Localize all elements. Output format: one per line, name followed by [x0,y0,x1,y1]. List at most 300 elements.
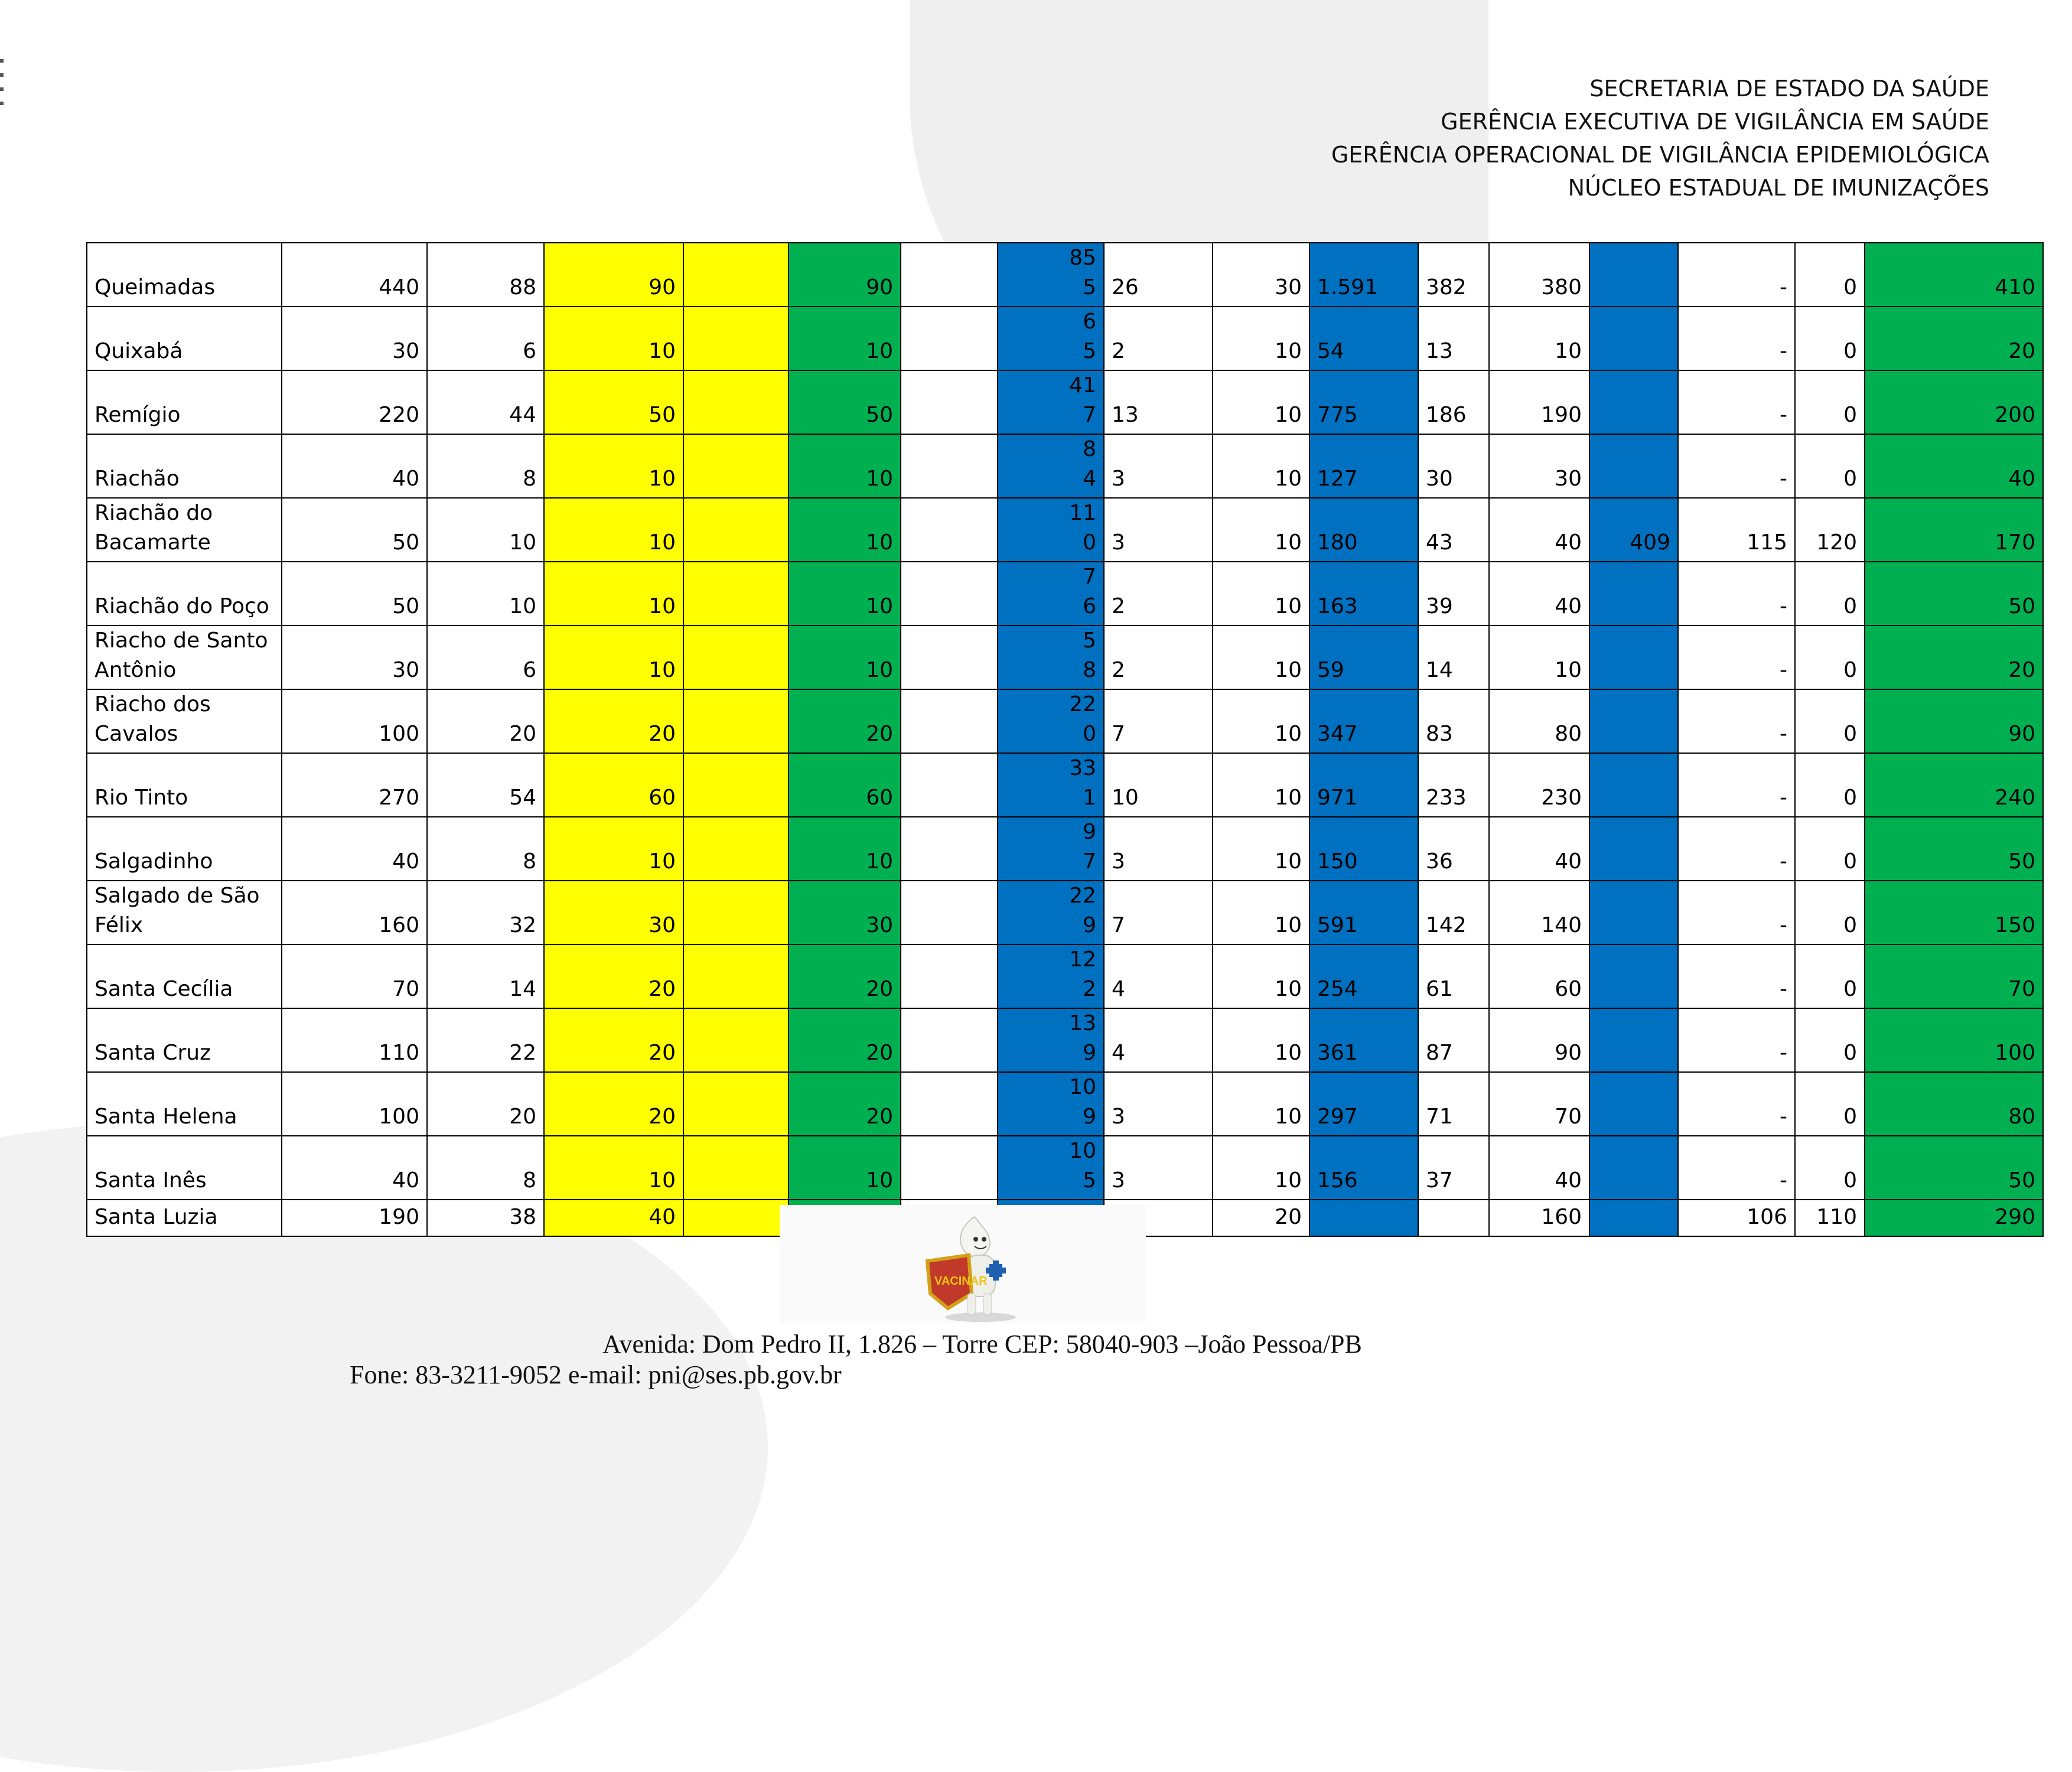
table-cell: 20 [789,689,901,753]
table-cell: 10 [789,626,901,689]
municipality-name: Riachão do Bacamarte [87,498,282,562]
table-cell: 10 [789,1136,901,1200]
table-cell [683,370,789,434]
cell-value-top: 8 [1083,437,1096,461]
table-row [87,243,2043,307]
table-cell: 50 [789,370,901,434]
table-cell: 10 [1213,753,1309,817]
table-cell: 3 [1104,498,1213,562]
table-cell: 140 [1489,881,1589,944]
table-cell: 20 [1865,626,2043,689]
vaccination-table [86,242,2044,1237]
table-cell [901,307,998,370]
table-cell: 0 [1795,243,1865,307]
table-cell: 110 [1795,1200,1865,1236]
table-cell-split [998,1008,1104,1072]
table-row [87,817,2043,881]
footer-address: Avenida: Dom Pedro II, 1.826 – Torre CEP: 58040-903 –João Pessoa/PB [602,1330,1362,1359]
table-cell: 0 [1795,689,1865,753]
table-cell: 20 [789,1072,901,1136]
table-cell: 22 [427,1008,544,1072]
table-cell: 115 [1678,498,1795,562]
mascot-area [780,1205,1146,1323]
table-cell-split [998,881,1104,944]
table-cell: 382 [1418,243,1489,307]
table-cell: 10 [544,307,683,370]
cell-value-bottom: 7 [1083,403,1096,427]
table-cell: 10 [1213,498,1309,562]
table-cell: - [1678,944,1795,1008]
table-cell: 971 [1309,753,1418,817]
table-cell: 32 [427,881,544,944]
table-cell [901,243,998,307]
table-cell: 10 [1213,1008,1309,1072]
table-cell: 0 [1795,817,1865,881]
table-cell: - [1678,562,1795,626]
table-cell: 127 [1309,434,1418,498]
table-cell: 230 [1489,753,1589,817]
table-cell: - [1678,689,1795,753]
table-cell-split [998,1136,1104,1200]
table-cell: 59 [1309,626,1418,689]
table-cell-split [998,370,1104,434]
table-cell: 10 [544,434,683,498]
table-cell: 54 [1309,307,1418,370]
table-cell: 50 [282,562,427,626]
table-cell: 0 [1795,307,1865,370]
table-row [87,881,2043,944]
table-cell: 10 [1104,753,1213,817]
table-cell [1589,1136,1678,1200]
table-cell [1589,626,1678,689]
table-cell: 6 [427,307,544,370]
table-cell: 20 [544,1072,683,1136]
cell-value-bottom: 0 [1083,530,1096,555]
table-cell: 150 [1865,881,2043,944]
table-cell: 10 [1213,689,1309,753]
cell-value-bottom: 8 [1083,658,1096,682]
table-cell: 4 [1104,1008,1213,1072]
table-cell: 40 [544,1200,683,1236]
table-cell: 10 [1213,434,1309,498]
table-cell: 110 [282,1008,427,1072]
cell-value-top: 11 [1069,501,1096,525]
table-cell: 0 [1795,1008,1865,1072]
table-cell: 100 [282,689,427,753]
table-cell: 10 [789,434,901,498]
cell-value-bottom: 9 [1083,1105,1096,1129]
cell-value-top: 6 [1083,310,1096,334]
table-cell: - [1678,817,1795,881]
table-row [87,370,2043,434]
table-cell: 20 [544,944,683,1008]
table-cell: 409 [1589,498,1678,562]
table-cell: 10 [427,498,544,562]
table-cell: 10 [1213,562,1309,626]
table-cell: 88 [427,243,544,307]
table-cell: 20 [544,689,683,753]
table-row [87,1008,2043,1072]
table-cell: 10 [1213,370,1309,434]
table-cell: 60 [789,753,901,817]
table-row [87,498,2043,562]
cell-value-bottom: 4 [1083,467,1096,491]
table-cell: 347 [1309,689,1418,753]
table-cell: 43 [1418,498,1489,562]
cell-value-top: 22 [1069,692,1096,716]
cell-value-bottom: 9 [1083,1041,1096,1065]
table-cell [683,626,789,689]
table-cell [1589,1072,1678,1136]
vaccination-mascot-icon [780,1205,1146,1323]
table-cell [901,817,998,881]
table-cell: - [1678,307,1795,370]
table-cell [901,562,998,626]
table-cell: 20 [789,1008,901,1072]
table-cell: 163 [1309,562,1418,626]
cell-value-bottom: 0 [1083,722,1096,746]
table-cell: 37 [1418,1136,1489,1200]
municipality-name: Riachão [87,434,282,498]
table-cell: 60 [1489,944,1589,1008]
table-cell: 100 [1865,1008,2043,1072]
table-cell [901,944,998,1008]
table-cell [1418,1200,1489,1236]
table-cell: 10 [1489,307,1589,370]
table-cell: 0 [1795,562,1865,626]
table-cell: 71 [1418,1072,1489,1136]
table-cell [1589,944,1678,1008]
table-cell-split [998,944,1104,1008]
table-cell: 14 [427,944,544,1008]
table-cell: 10 [1213,1136,1309,1200]
table-cell: 90 [1489,1008,1589,1072]
table-cell [683,689,789,753]
table-cell: - [1678,881,1795,944]
table-cell: 30 [282,307,427,370]
table-cell: 7 [1104,881,1213,944]
table-cell: 70 [1489,1072,1589,1136]
table-cell: - [1678,434,1795,498]
footer-contact: Fone: 83-3211-9052 e-mail: pni@ses.pb.gov.br [350,1360,842,1389]
cell-value-bottom: 5 [1083,275,1096,299]
table-cell: - [1678,370,1795,434]
table-cell: 10 [789,562,901,626]
table-cell: 30 [1489,434,1589,498]
table-cell: 170 [1865,498,2043,562]
table-cell: 297 [1309,1072,1418,1136]
table-cell: 30 [1418,434,1489,498]
table-cell: 10 [1213,944,1309,1008]
municipality-name: Santa Cruz [87,1008,282,1072]
table-cell: 156 [1309,1136,1418,1200]
table-row [87,307,2043,370]
table-cell: 186 [1418,370,1489,434]
table-cell: 290 [1865,1200,2043,1236]
table-cell: 160 [1489,1200,1589,1236]
header-line: NÚCLEO ESTADUAL DE IMUNIZAÇÕES [1568,175,1989,201]
table-cell: 3 [1104,434,1213,498]
cell-value-bottom: 7 [1083,849,1096,874]
table-cell: 40 [282,1136,427,1200]
table-cell: 1.591 [1309,243,1418,307]
table-cell [1589,562,1678,626]
table-cell-split [998,817,1104,881]
table-cell: 3 [1104,1136,1213,1200]
table-cell [1589,1200,1678,1236]
table-cell: 70 [1865,944,2043,1008]
table-cell: 591 [1309,881,1418,944]
table-cell: - [1678,243,1795,307]
municipality-name: Santa Cecília [87,944,282,1008]
table-cell: 160 [282,881,427,944]
cell-value-bottom: 5 [1083,1168,1096,1193]
table-cell-split [998,562,1104,626]
cell-value-bottom: 6 [1083,594,1096,618]
table-cell: 410 [1865,243,2043,307]
table-cell [683,243,789,307]
table-cell: 20 [1865,307,2043,370]
table-row [87,944,2043,1008]
table-row [87,753,2043,817]
table-cell: 10 [789,817,901,881]
cell-value-top: 33 [1069,756,1096,780]
table-cell: 50 [544,370,683,434]
municipality-name: Remígio [87,370,282,434]
table-cell-split [998,434,1104,498]
table-cell: 10 [1213,817,1309,881]
table-cell: 0 [1795,1136,1865,1200]
table-cell: 190 [282,1200,427,1236]
table-cell: 83 [1418,689,1489,753]
table-cell: 10 [789,498,901,562]
table-cell: 38 [427,1200,544,1236]
table-cell: 20 [427,689,544,753]
table-cell: 54 [427,753,544,817]
table-cell [683,1136,789,1200]
municipality-name: Santa Helena [87,1072,282,1136]
table-cell [901,498,998,562]
table-cell: 80 [1865,1072,2043,1136]
table-cell: - [1678,626,1795,689]
table-cell: 90 [1865,689,2043,753]
municipality-name: Rio Tinto [87,753,282,817]
table-cell [1589,434,1678,498]
municipality-name: Riacho de Santo Antônio [87,626,282,689]
cell-value-bottom: 1 [1083,786,1096,810]
table-cell: 90 [544,243,683,307]
municipality-name: Quixabá [87,307,282,370]
table-cell: 7 [1104,689,1213,753]
municipality-name: Salgadinho [87,817,282,881]
table-cell [683,753,789,817]
document-header [1331,72,1989,204]
cell-value-top: 5 [1083,628,1096,653]
table-cell [901,434,998,498]
table-cell: 10 [544,626,683,689]
table-cell: 30 [282,626,427,689]
table-cell [683,1072,789,1136]
table-cell [901,689,998,753]
table-cell-split [998,753,1104,817]
table-cell: 10 [1213,307,1309,370]
table-cell [1589,817,1678,881]
table-cell: 270 [282,753,427,817]
table-cell: 10 [544,562,683,626]
table-cell: 775 [1309,370,1418,434]
table-cell: 361 [1309,1008,1418,1072]
table-cell: 200 [1865,370,2043,434]
table-cell: 3 [1104,817,1213,881]
table-cell [683,817,789,881]
table-cell [683,944,789,1008]
table-cell: - [1678,1008,1795,1072]
municipality-name: Riacho dos Cavalos [87,689,282,753]
table-cell: 100 [282,1072,427,1136]
table-cell: 87 [1418,1008,1489,1072]
cell-value-top: 41 [1069,373,1096,398]
table-cell: 61 [1418,944,1489,1008]
cell-value-top: 22 [1069,884,1096,908]
cell-value-top: 10 [1069,1075,1096,1099]
table-cell: 10 [1213,626,1309,689]
table-cell: 44 [427,370,544,434]
table-cell: 190 [1489,370,1589,434]
table-cell: - [1678,753,1795,817]
table-cell: 14 [1418,626,1489,689]
table-cell: - [1678,1136,1795,1200]
municipality-name: Salgado de São Félix [87,881,282,944]
table-cell: 10 [544,817,683,881]
table-cell [901,370,998,434]
table-row [87,434,2043,498]
table-cell: 0 [1795,434,1865,498]
municipality-name: Santa Luzia [87,1200,282,1236]
table-cell: 50 [282,498,427,562]
table-cell-split [998,689,1104,753]
cell-value-bottom: 5 [1083,339,1096,363]
table-row [87,626,2043,689]
table-cell: 8 [427,434,544,498]
cell-value-top: 10 [1069,1139,1096,1163]
table-cell [1589,243,1678,307]
table-cell: 4 [1104,944,1213,1008]
margin-marks [0,59,5,142]
table-cell: 40 [282,434,427,498]
table-cell [683,307,789,370]
table-cell: 106 [1678,1200,1795,1236]
table-cell-split [998,307,1104,370]
municipality-name: Riachão do Poço [87,562,282,626]
table-cell: 40 [1489,562,1589,626]
table-cell: 2 [1104,626,1213,689]
table-cell [683,562,789,626]
table-cell: 39 [1418,562,1489,626]
table-cell: 0 [1795,881,1865,944]
table-cell: 8 [427,1136,544,1200]
table-cell: 60 [544,753,683,817]
table-cell: 50 [1865,817,2043,881]
table-cell: 10 [1213,1072,1309,1136]
table-cell-split [998,1072,1104,1136]
table-cell: 254 [1309,944,1418,1008]
table-cell: 120 [1795,498,1865,562]
table-cell: 50 [1865,1136,2043,1200]
table-cell: 180 [1309,498,1418,562]
table-cell: 20 [789,944,901,1008]
table-cell: 440 [282,243,427,307]
table-cell [901,1008,998,1072]
table-cell [901,1136,998,1200]
table-cell: 240 [1865,753,2043,817]
table-cell: 3 [1104,1072,1213,1136]
table-cell: 0 [1795,1072,1865,1136]
table-cell: 36 [1418,817,1489,881]
table-cell: 40 [1489,817,1589,881]
table-cell: 142 [1418,881,1489,944]
header-line: SECRETARIA DE ESTADO DA SAÚDE [1589,76,1989,102]
table-cell: 10 [789,307,901,370]
table-cell: 6 [427,626,544,689]
municipality-name: Queimadas [87,243,282,307]
table-cell [683,1008,789,1072]
municipality-name: Santa Inês [87,1136,282,1200]
table-cell: 20 [544,1008,683,1072]
table-cell: 10 [544,1136,683,1200]
cell-value-top: 7 [1083,565,1096,589]
table-cell: 10 [1213,881,1309,944]
table-cell [901,626,998,689]
table-cell: 40 [1489,1136,1589,1200]
table-cell: 30 [544,881,683,944]
table-cell: 0 [1795,626,1865,689]
table-cell: 70 [282,944,427,1008]
table-cell: 10 [544,498,683,562]
table-cell: 0 [1795,753,1865,817]
table-cell [901,881,998,944]
table-cell: 150 [1309,817,1418,881]
table-row [87,1072,2043,1136]
table-row [87,1136,2043,1200]
table-cell [901,753,998,817]
table-cell: 8 [427,817,544,881]
table-cell [683,434,789,498]
header-line: GERÊNCIA EXECUTIVA DE VIGILÂNCIA EM SAÚDE [1441,109,1989,135]
table-cell: 40 [1489,498,1589,562]
table-cell: 2 [1104,562,1213,626]
table-cell: 26 [1104,243,1213,307]
table-cell: 20 [1213,1200,1309,1236]
table-cell: 10 [1489,626,1589,689]
cell-value-top: 85 [1069,246,1096,270]
table-cell: 30 [1213,243,1309,307]
cell-value-bottom: 2 [1083,977,1096,1001]
table-cell: 30 [789,881,901,944]
table-cell [1589,689,1678,753]
table-cell: 90 [789,243,901,307]
table-cell: 0 [1795,944,1865,1008]
table-cell [1589,370,1678,434]
table-cell: 10 [427,562,544,626]
table-row [87,689,2043,753]
table-cell: 13 [1418,307,1489,370]
table-cell-split [998,498,1104,562]
table-cell: 40 [1865,434,2043,498]
cell-value-top: 13 [1069,1011,1096,1035]
cell-value-top: 9 [1083,820,1096,844]
table-cell [1589,1008,1678,1072]
table-cell: - [1678,1072,1795,1136]
